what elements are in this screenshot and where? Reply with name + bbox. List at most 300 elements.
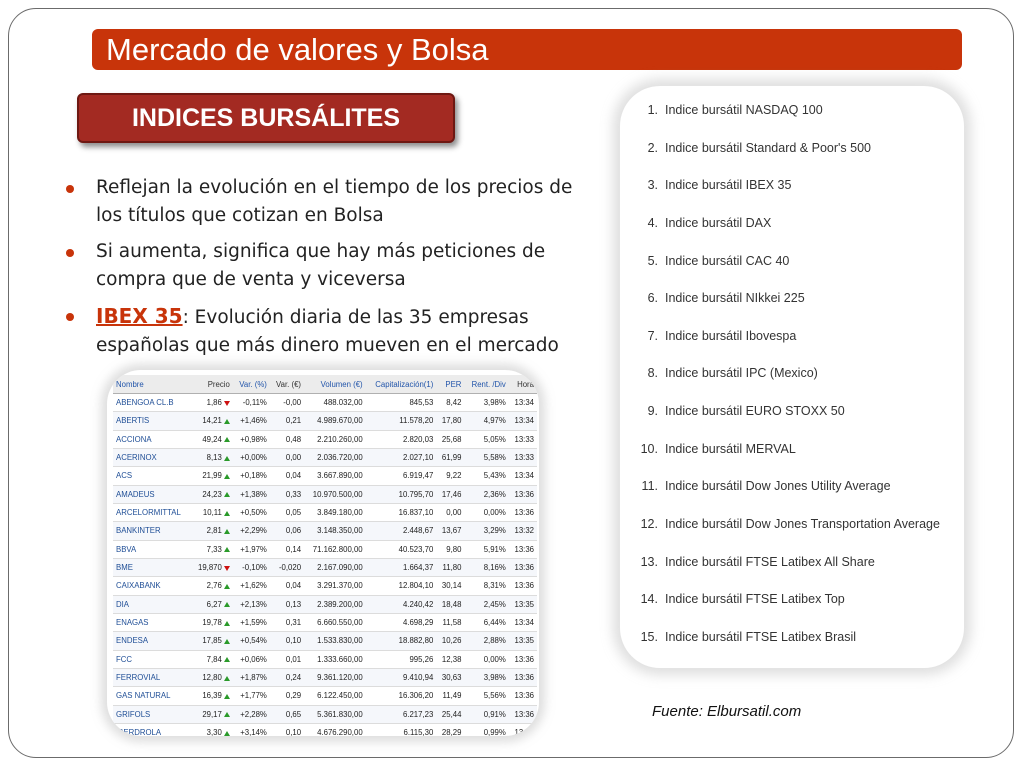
variation-euro-cell-text: 0,33 [285,489,302,499]
ibex35-link[interactable]: IBEX 35 [96,304,183,328]
section-heading: INDICES BURSÁLITES [77,93,455,143]
volume-cell [304,613,366,631]
variation-euro-cell-text: 0,10 [285,728,302,736]
capitalization-cell [366,687,437,705]
per-cell [436,668,464,686]
variation-percent-cell-text: -0,10% [242,563,267,573]
capitalization-cell [366,577,437,595]
variation-percent-cell [233,723,270,736]
variation-percent-cell [233,595,270,613]
price-cell-text: 6,27 [206,599,222,609]
table-row[interactable] [113,595,537,613]
arrow-up-icon [224,437,230,442]
variation-percent-cell-text: +1,38% [240,489,267,499]
time-cell-text: 13:36 [514,728,534,736]
price-cell [191,595,233,613]
arrow-up-icon [224,584,230,589]
index-label: Indice bursátil IBEX 35 [665,178,792,193]
stock-name-cell[interactable] [113,430,191,448]
per-cell-text: 0,00 [446,508,462,518]
dividend-yield-cell [464,650,508,668]
time-cell-text: 13:36 [514,673,534,683]
dividend-yield-cell [464,448,508,466]
capitalization-cell [366,522,437,540]
volume-cell-text: 71.162.800,00 [312,544,363,554]
index-number: 2. [647,140,658,155]
index-number: 1. [647,103,658,117]
slide-title: Mercado de valores y Bolsa [92,29,962,70]
arrow-up-icon [224,712,230,717]
price-cell [191,668,233,686]
table-row[interactable] [113,650,537,668]
stock-name-cell[interactable] [113,595,191,613]
arrow-up-icon [224,731,230,736]
arrow-down-icon [224,566,230,571]
stock-table-body [113,394,537,737]
time-cell [509,503,537,521]
variation-percent-cell-text: +1,97% [240,544,267,554]
index-list-item [620,289,964,327]
variation-percent-cell-text: +0,50% [240,508,267,518]
time-cell [509,448,537,466]
capitalization-cell [366,540,437,558]
variation-percent-cell [233,687,270,705]
variation-percent-cell [233,412,270,430]
stock-name-cell-text: ENDESA [116,636,149,646]
price-cell [191,687,233,705]
variation-euro-cell [270,467,304,485]
capitalization-cell [366,613,437,631]
table-row[interactable] [113,632,537,650]
index-list-item [620,364,964,402]
stock-name-cell[interactable] [113,723,191,736]
stock-name-cell-text: ARCELORMITTAL [116,508,181,518]
capitalization-cell [366,668,437,686]
variation-percent-cell [233,430,270,448]
stock-name-cell[interactable] [113,613,191,631]
capitalization-cell-text: 10.795,70 [398,489,434,499]
column-header[interactable]: Var. (€) [270,375,304,394]
time-cell-text: 13:35 [514,636,534,646]
dividend-yield-cell-text: 0,99% [483,728,506,736]
per-cell [436,632,464,650]
time-cell [509,394,537,412]
variation-percent-cell [233,540,270,558]
table-row[interactable] [113,503,537,521]
capitalization-cell [366,412,437,430]
table-row[interactable] [113,412,537,430]
dividend-yield-cell-text: 5,43% [483,471,506,481]
variation-euro-cell [270,430,304,448]
volume-cell-text: 2.036.720,00 [317,453,363,463]
table-row[interactable] [113,668,537,686]
capitalization-cell-text: 40.523,70 [398,544,434,554]
table-row[interactable] [113,430,537,448]
price-cell [191,632,233,650]
per-cell-text: 30,63 [441,673,462,683]
variation-percent-cell-text: +1,46% [240,416,267,426]
dividend-yield-cell [464,632,508,650]
time-cell-text: 13:32 [514,526,534,536]
variation-percent-cell [233,668,270,686]
index-number: 6. [647,291,658,306]
index-list-item [620,101,964,139]
time-cell [509,412,537,430]
column-header[interactable]: Var. (%) [233,375,270,394]
time-cell-text: 13:33 [514,434,534,444]
dividend-yield-cell-text: 8,16% [483,563,506,573]
variation-euro-cell [270,632,304,650]
volume-cell [304,522,366,540]
bullet-text: : Evolución diaria de las 35 empresas españolas que más dinero mueven en el mercado [96,307,559,356]
time-cell-text: 13:34 [514,618,534,628]
variation-percent-cell [233,613,270,631]
stock-name-cell[interactable] [113,650,191,668]
capitalization-cell-text: 12.804,10 [398,581,434,591]
stock-name-cell[interactable] [113,577,191,595]
per-cell [436,467,464,485]
per-cell-text: 12,38 [441,654,462,664]
per-cell-text: 61,99 [441,453,462,463]
table-row[interactable] [113,613,537,631]
per-cell-text: 11,49 [442,691,462,701]
stock-name-cell-text: BBVA [116,544,137,554]
variation-euro-cell-text: 0,04 [285,471,302,481]
table-row[interactable] [113,577,537,595]
capitalization-cell-text: 18.882,80 [398,636,434,646]
per-cell [436,723,464,736]
index-list-item [620,139,964,177]
variation-percent-cell-text: -0,11% [242,398,267,408]
volume-cell [304,467,366,485]
dividend-yield-cell [464,485,508,503]
volume-cell [304,632,366,650]
stock-name-cell[interactable] [113,448,191,466]
variation-percent-cell [233,558,270,576]
time-cell-text: 13:36 [514,508,534,518]
variation-euro-cell-text: -0,00 [283,398,302,408]
index-label: Indice bursátil MERVAL [665,441,796,456]
variation-euro-cell [270,394,304,412]
per-cell [436,448,464,466]
stock-name-cell-text: ACS [116,471,133,481]
volume-cell-text: 6.660.550,00 [317,618,363,628]
price-cell [191,503,233,521]
table-row[interactable] [113,467,537,485]
capitalization-cell [366,595,437,613]
per-cell-text: 11,58 [442,618,462,628]
index-list-item [620,176,964,214]
time-cell [509,485,537,503]
dividend-yield-cell-text: 8,31% [483,581,506,591]
variation-euro-cell [270,705,304,723]
time-cell-text: 13:36 [514,654,534,664]
stock-name-cell[interactable] [113,705,191,723]
variation-euro-cell [270,540,304,558]
index-label: Indice bursátil FTSE Latibex All Share [665,554,875,569]
column-header[interactable]: Capitalización(1) [366,375,437,394]
stock-name-cell-text: AMADEUS [116,489,155,499]
capitalization-cell [366,430,437,448]
time-cell-text: 13:36 [514,544,534,554]
volume-cell-text: 6.122.450,00 [317,691,363,701]
stock-name-cell[interactable] [113,668,191,686]
bullet-text: Reflejan la evolución en el tiempo de los precios de los títulos que cotizan en Bolsa [96,177,573,226]
dividend-yield-cell [464,558,508,576]
per-cell-text: 11,80 [442,563,462,573]
variation-euro-cell-text: 0,29 [285,691,302,701]
variation-euro-cell-text: 0,21 [285,416,302,426]
volume-cell-text: 1.533.830,00 [317,636,363,646]
variation-percent-cell-text: +2,29% [240,526,267,536]
column-header[interactable]: PER [436,375,464,394]
stock-name-cell-text: ENAGAS [116,618,149,628]
stock-name-cell[interactable] [113,412,191,430]
price-cell [191,723,233,736]
variation-euro-cell [270,412,304,430]
capitalization-cell-text: 9.410,94 [402,673,434,683]
dividend-yield-cell [464,723,508,736]
variation-euro-cell-text: 0,14 [285,544,302,554]
index-number: 8. [647,366,658,381]
time-cell [509,430,537,448]
arrow-down-icon [224,401,230,406]
volume-cell [304,448,366,466]
index-label: Indice bursátil NIkkei 225 [665,291,805,306]
indices-panel [620,86,964,668]
table-row[interactable] [113,723,537,736]
time-cell [509,522,537,540]
per-cell [436,430,464,448]
table-row[interactable] [113,558,537,576]
time-cell-text: 13:34 [514,398,534,408]
arrow-up-icon [224,474,230,479]
price-cell-text: 7,33 [206,544,222,554]
volume-cell [304,394,366,412]
index-list-item [620,477,964,515]
index-number: 4. [647,215,658,230]
per-cell [436,522,464,540]
price-cell [191,412,233,430]
variation-euro-cell [270,558,304,576]
variation-euro-cell [270,485,304,503]
dividend-yield-cell [464,412,508,430]
variation-percent-cell [233,394,270,412]
variation-euro-cell-text: 0,65 [285,709,302,719]
volume-cell [304,595,366,613]
price-cell-text: 21,99 [202,471,222,481]
volume-cell [304,412,366,430]
price-cell-text: 8,13 [206,453,222,463]
variation-percent-cell [233,522,270,540]
volume-cell-text: 488.032,00 [323,398,363,408]
volume-cell-text: 4.676.290,00 [317,728,363,736]
volume-cell [304,705,366,723]
variation-euro-cell [270,668,304,686]
index-label: Indice bursátil Dow Jones Utility Average [665,479,891,494]
capitalization-cell [366,650,437,668]
capitalization-cell-text: 11.578,20 [399,416,434,426]
dividend-yield-cell [464,522,508,540]
index-label: Indice bursátil EURO STOXX 50 [665,404,845,419]
table-row[interactable] [113,522,537,540]
price-cell [191,394,233,412]
variation-euro-cell [270,448,304,466]
arrow-up-icon [224,694,230,699]
price-cell-text: 3,30 [206,728,222,736]
column-header[interactable]: Nombre [113,375,191,394]
dividend-yield-cell-text: 2,88% [483,636,506,646]
index-list-item [620,590,964,628]
per-cell [436,485,464,503]
price-cell-text: 2,76 [206,581,222,591]
arrow-up-icon [224,419,230,424]
price-cell-text: 7,84 [206,654,222,664]
time-cell [509,558,537,576]
capitalization-cell [366,503,437,521]
table-header-row [113,375,537,394]
per-cell-text: 9,22 [446,471,462,481]
time-cell-text: 13:35 [514,599,534,609]
index-number: 10. [640,441,658,456]
stock-name-cell-text: ACCIONA [116,434,152,444]
stock-name-cell[interactable] [113,467,191,485]
time-cell-text: 13:36 [514,563,534,573]
index-label: Indice bursátil DAX [665,215,772,230]
column-header[interactable]: Hora [509,375,537,394]
per-cell [436,503,464,521]
variation-percent-cell [233,705,270,723]
column-header[interactable]: Precio [191,375,233,394]
arrow-up-icon [224,639,230,644]
variation-euro-cell [270,595,304,613]
volume-cell-text: 2.210.260,00 [317,434,363,444]
dividend-yield-cell-text: 0,00% [483,654,506,664]
price-cell-text: 1,86 [206,398,222,408]
stock-name-cell[interactable] [113,394,191,412]
index-number: 11. [641,479,658,494]
time-cell [509,595,537,613]
arrow-up-icon [224,492,230,497]
time-cell [509,723,537,736]
variation-euro-cell-text: 0,13 [285,599,302,609]
volume-cell [304,558,366,576]
index-number: 15. [640,629,658,644]
dividend-yield-cell [464,668,508,686]
variation-percent-cell-text: +0,54% [240,636,267,646]
variation-euro-cell-text: 0,01 [285,654,302,664]
variation-euro-cell-text: 0,10 [285,636,302,646]
time-cell-text: 13:36 [514,489,534,499]
table-row[interactable] [113,705,537,723]
stock-name-cell[interactable] [113,558,191,576]
table-row[interactable] [113,394,537,412]
capitalization-cell-text: 2.820,03 [402,434,434,444]
volume-cell-text: 3.291.370,00 [317,581,363,591]
per-cell-text: 30,14 [441,581,462,591]
price-cell [191,650,233,668]
variation-percent-cell-text: +1,77% [240,691,267,701]
stock-name-cell-text: FERROVIAL [116,673,161,683]
stock-name-cell[interactable] [113,503,191,521]
index-label: Indice bursátil FTSE Latibex Top [665,592,845,607]
stock-name-cell-text: BANKINTER [116,526,161,536]
capitalization-cell-text: 2.448,67 [402,526,434,536]
capitalization-cell [366,448,437,466]
dividend-yield-cell-text: 0,91% [483,709,506,719]
index-list-item [620,515,964,553]
volume-cell-text: 3.148.350,00 [317,526,363,536]
per-cell [436,595,464,613]
dividend-yield-cell [464,394,508,412]
column-header[interactable]: Rent. /Div [464,375,508,394]
table-row[interactable] [113,540,537,558]
time-cell [509,632,537,650]
price-cell-text: 10,11 [202,508,222,518]
variation-euro-cell [270,522,304,540]
dividend-yield-cell-text: 5,56% [483,691,506,701]
stock-table-panel [107,370,539,736]
stock-name-cell[interactable] [113,632,191,650]
table-row[interactable] [113,448,537,466]
index-number: 3. [647,178,658,193]
capitalization-cell-text: 995,26 [409,654,434,664]
index-label: Indice bursátil Standard & Poor's 500 [665,140,871,155]
price-cell-text: 17,85 [202,636,222,646]
stock-name-cell[interactable] [113,522,191,540]
time-cell [509,577,537,595]
dividend-yield-cell [464,687,508,705]
per-cell-text: 9,80 [446,544,462,554]
dividend-yield-cell-text: 2,36% [483,489,506,499]
volume-cell [304,430,366,448]
variation-euro-cell-text: -0,020 [278,563,302,573]
capitalization-cell-text: 6.115,30 [403,728,434,736]
table-row[interactable] [113,485,537,503]
per-cell [436,412,464,430]
time-cell [509,613,537,631]
variation-percent-cell-text: +1,62% [240,581,267,591]
stock-name-cell[interactable] [113,485,191,503]
capitalization-cell-text: 16.306,20 [398,691,434,701]
bullet-item [60,302,580,360]
arrow-up-icon [224,621,230,626]
variation-euro-cell-text: 0,48 [285,434,302,444]
stock-table [113,375,537,736]
price-cell-text: 19,78 [202,618,222,628]
volume-cell-text: 2.389.200,00 [317,599,363,609]
stock-name-cell[interactable] [113,540,191,558]
variation-percent-cell-text: +3,14% [240,728,267,736]
per-cell-text: 25,68 [441,434,462,444]
volume-cell [304,687,366,705]
dividend-yield-cell-text: 0,00% [483,508,506,518]
table-row[interactable] [113,687,537,705]
variation-euro-cell [270,687,304,705]
per-cell [436,705,464,723]
dividend-yield-cell-text: 5,05% [483,434,506,444]
index-label: Indice bursátil Ibovespa [665,328,797,343]
price-cell [191,613,233,631]
time-cell-text: 13:34 [514,471,534,481]
per-cell-text: 10,26 [441,636,462,646]
index-number: 14. [640,592,658,607]
capitalization-cell-text: 2.027,10 [402,453,434,463]
index-list-item [620,628,964,666]
stock-name-cell[interactable] [113,687,191,705]
column-header[interactable]: Volumen (€) [304,375,366,394]
index-number: 9. [647,404,658,419]
